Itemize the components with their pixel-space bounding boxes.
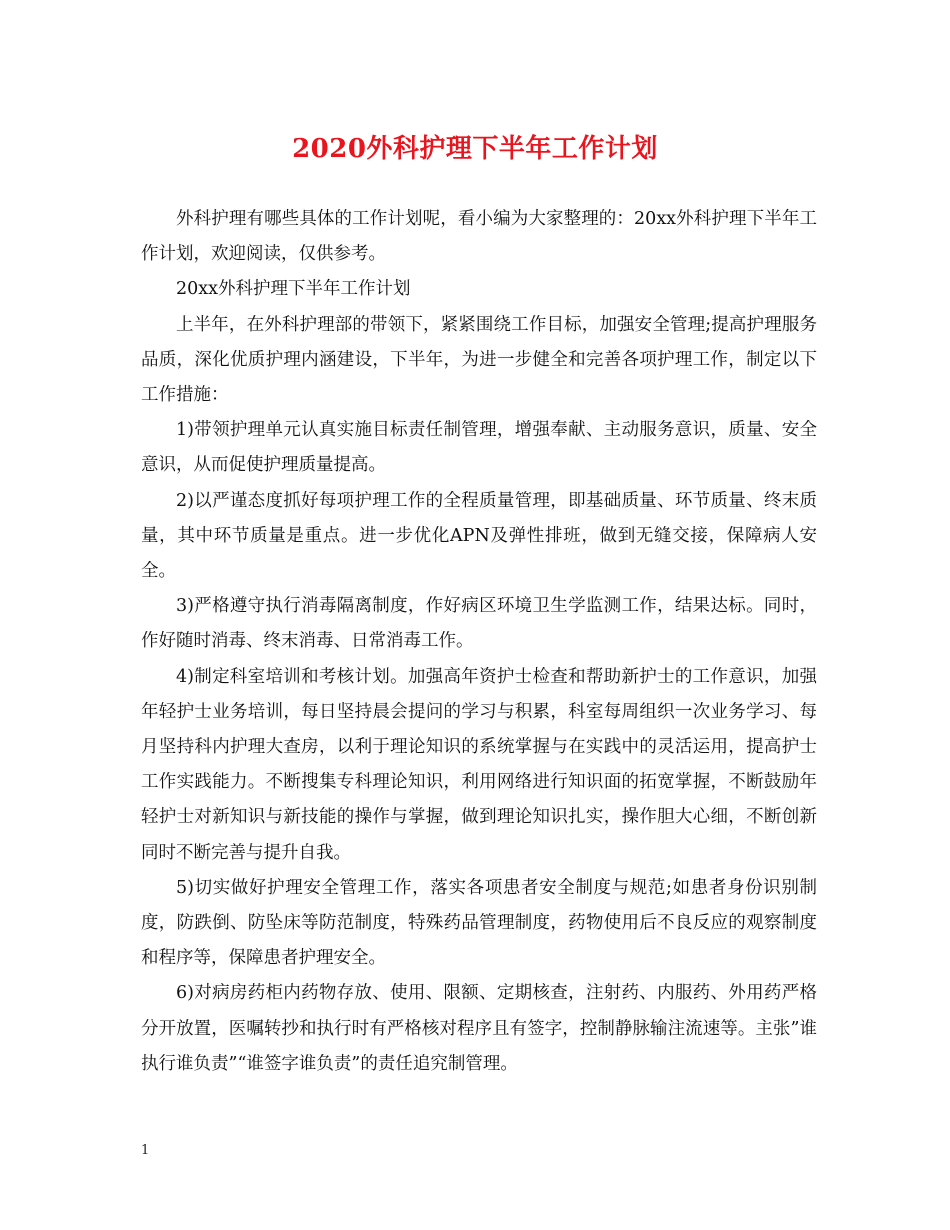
document-body [141,202,817,1082]
paragraph-overview: 上半年，在外科护理部的带领下，紧紧围绕工作目标，加强安全管理;提高护理服务品质，深化优质护理内涵建设，下半年，为进一步健全和完善各项护理工作，制定以下工作措施： [141,314,817,406]
page-number: 1 [141,1143,150,1158]
paragraph-item-1: 1)带领护理单元认真实施目标责任制管理，增强奉献、主动服务意识，质量、安全意识，从而促使护理质量提高。 [141,420,817,476]
paragraph-item-3: 3)严格遵守执行消毒隔离制度，作好病区环境卫生学监测工作，结果达标。同时，作好随时消毒、终末消毒、日常消毒工作。 [141,596,817,652]
paragraph-subtitle: 20xx外科护理下半年工作计划 [176,279,411,300]
paragraph-item-6: 6)对病房药柜内药物存放、使用、限额、定期核查，注射药、内服药、外用药严格分开放置，医嘱转抄和执行时有严格核对程序且有签字，控制静脉输注流速等。主张”谁执行谁负责”“谁签字谁负责”的责任追究制管理。 [141,983,817,1074]
paragraph-item-5: 5)切实做好护理安全管理工作，落实各项患者安全制度与规范;如患者身份识别制度，防跌倒、防坠床等防范制度，特殊药品管理制度，药物使用后不良反应的观察制度和程序等，保障患者护理安全。 [141,877,817,969]
document-title: 2020外科护理下半年工作计划 [292,134,658,164]
paragraph-item-4: 4)制定科室培训和考核计划。加强高年资护士检查和帮助新护士的工作意识，加强年轻护士业务培训，每日坚持晨会提问的学习与积累，科室每周组织一次业务学习、每月坚持科内护理大查房，以利于理论知识的系统掌握与在实践中的灵活运用，提高护士工作实践能力。不断搜集专科理论知识，利用网络进行知识面的拓宽掌握，不断鼓励年轻护士对新知识与新技能的操作与掌握，做到理论知识扎实，操作胆大心细，不断创新同时不断完善与提升自我。 [141,666,817,863]
paragraph-intro: 外科护理有哪些具体的工作计划呢，看小编为大家整理的：20xx外科护理下半年工作计划，欢迎阅读，仅供参考。 [141,209,817,265]
paragraph-item-2: 2)以严谨态度抓好每项护理工作的全程质量管理，即基础质量、环节质量、终末质量，其中环节质量是重点。进一步优化APN及弹性排班，做到无缝交接，保障病人安全。 [141,490,817,582]
